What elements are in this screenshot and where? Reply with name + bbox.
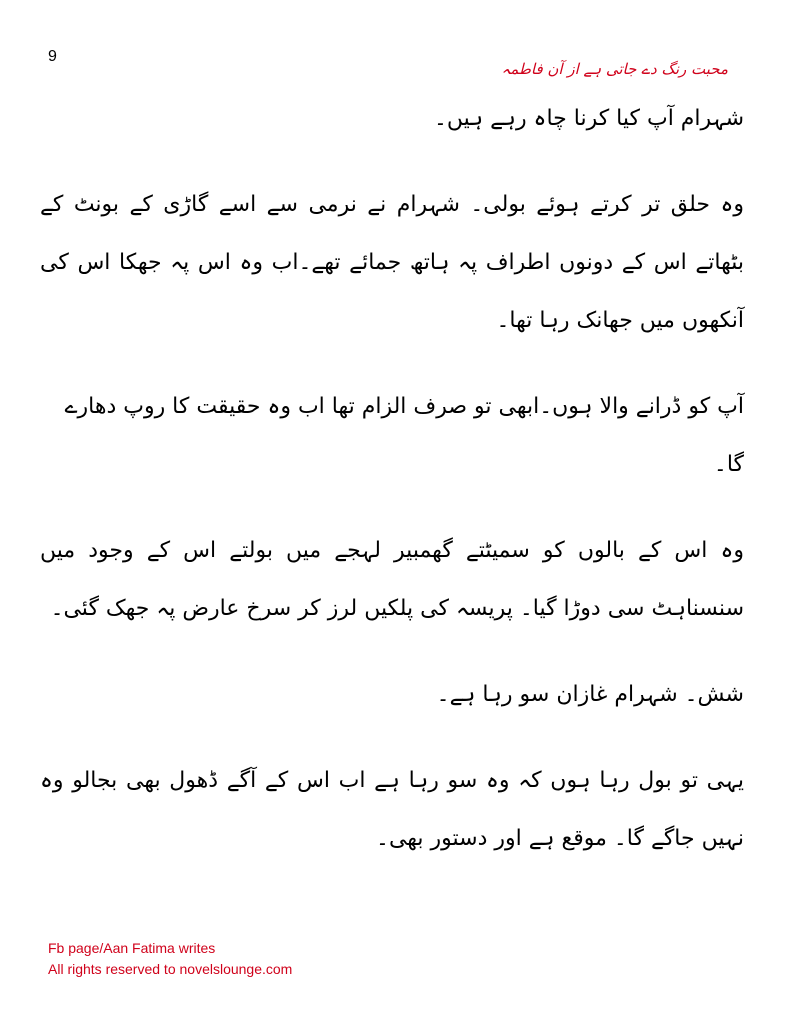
header-title: محبت رنگ دے جاتی ہے از آن فاطمہ <box>501 60 728 78</box>
paragraph-2: وہ حلق تر کرتے ہوئے بولی۔ شہرام نے نرمی سے اسے گاڑی کے بونٹ کے بٹھاتے اس کے دونوں اطراف پہ ہاتھ جمائے تھے۔اب وہ اس پہ جھکا اس کی آنکھوں میں جھانک رہا تھا۔ <box>40 192 744 333</box>
footer <box>48 938 292 980</box>
story-body <box>40 90 744 896</box>
paragraph-4: وہ اس کے بالوں کو سمیٹتے گھمبیر لہجے میں بولتے اس کے وجود میں سنسناہٹ سی دوڑا گیا۔ پریسہ کی پلکیں لرز کر سرخ عارض پہ جھک گئی۔ <box>40 538 744 621</box>
paragraph-3: آپ کو ڈرانے والا ہوں۔ابھی تو صرف الزام تھا اب وہ حقیقت کا روپ دھارے گا۔ <box>64 394 744 477</box>
footer-rights: All rights reserved to novelslounge.com <box>48 961 293 977</box>
paragraph-6: یہی تو بول رہا ہوں کہ وہ سو رہا ہے اب اس کے آگے ڈھول بھی بجالو وہ نہیں جاگے گا۔ موقع ہے اور دستور بھی۔ <box>40 768 744 851</box>
footer-fb-page: Fb page/Aan Fatima writes <box>48 940 216 956</box>
page-number: 9 <box>48 48 57 65</box>
paragraph-5: شش۔ شہرام غازان سو رہا ہے۔ <box>436 682 744 707</box>
paragraph-1: شہرام آپ کیا کرنا چاہ رہے ہیں۔ <box>434 106 744 131</box>
